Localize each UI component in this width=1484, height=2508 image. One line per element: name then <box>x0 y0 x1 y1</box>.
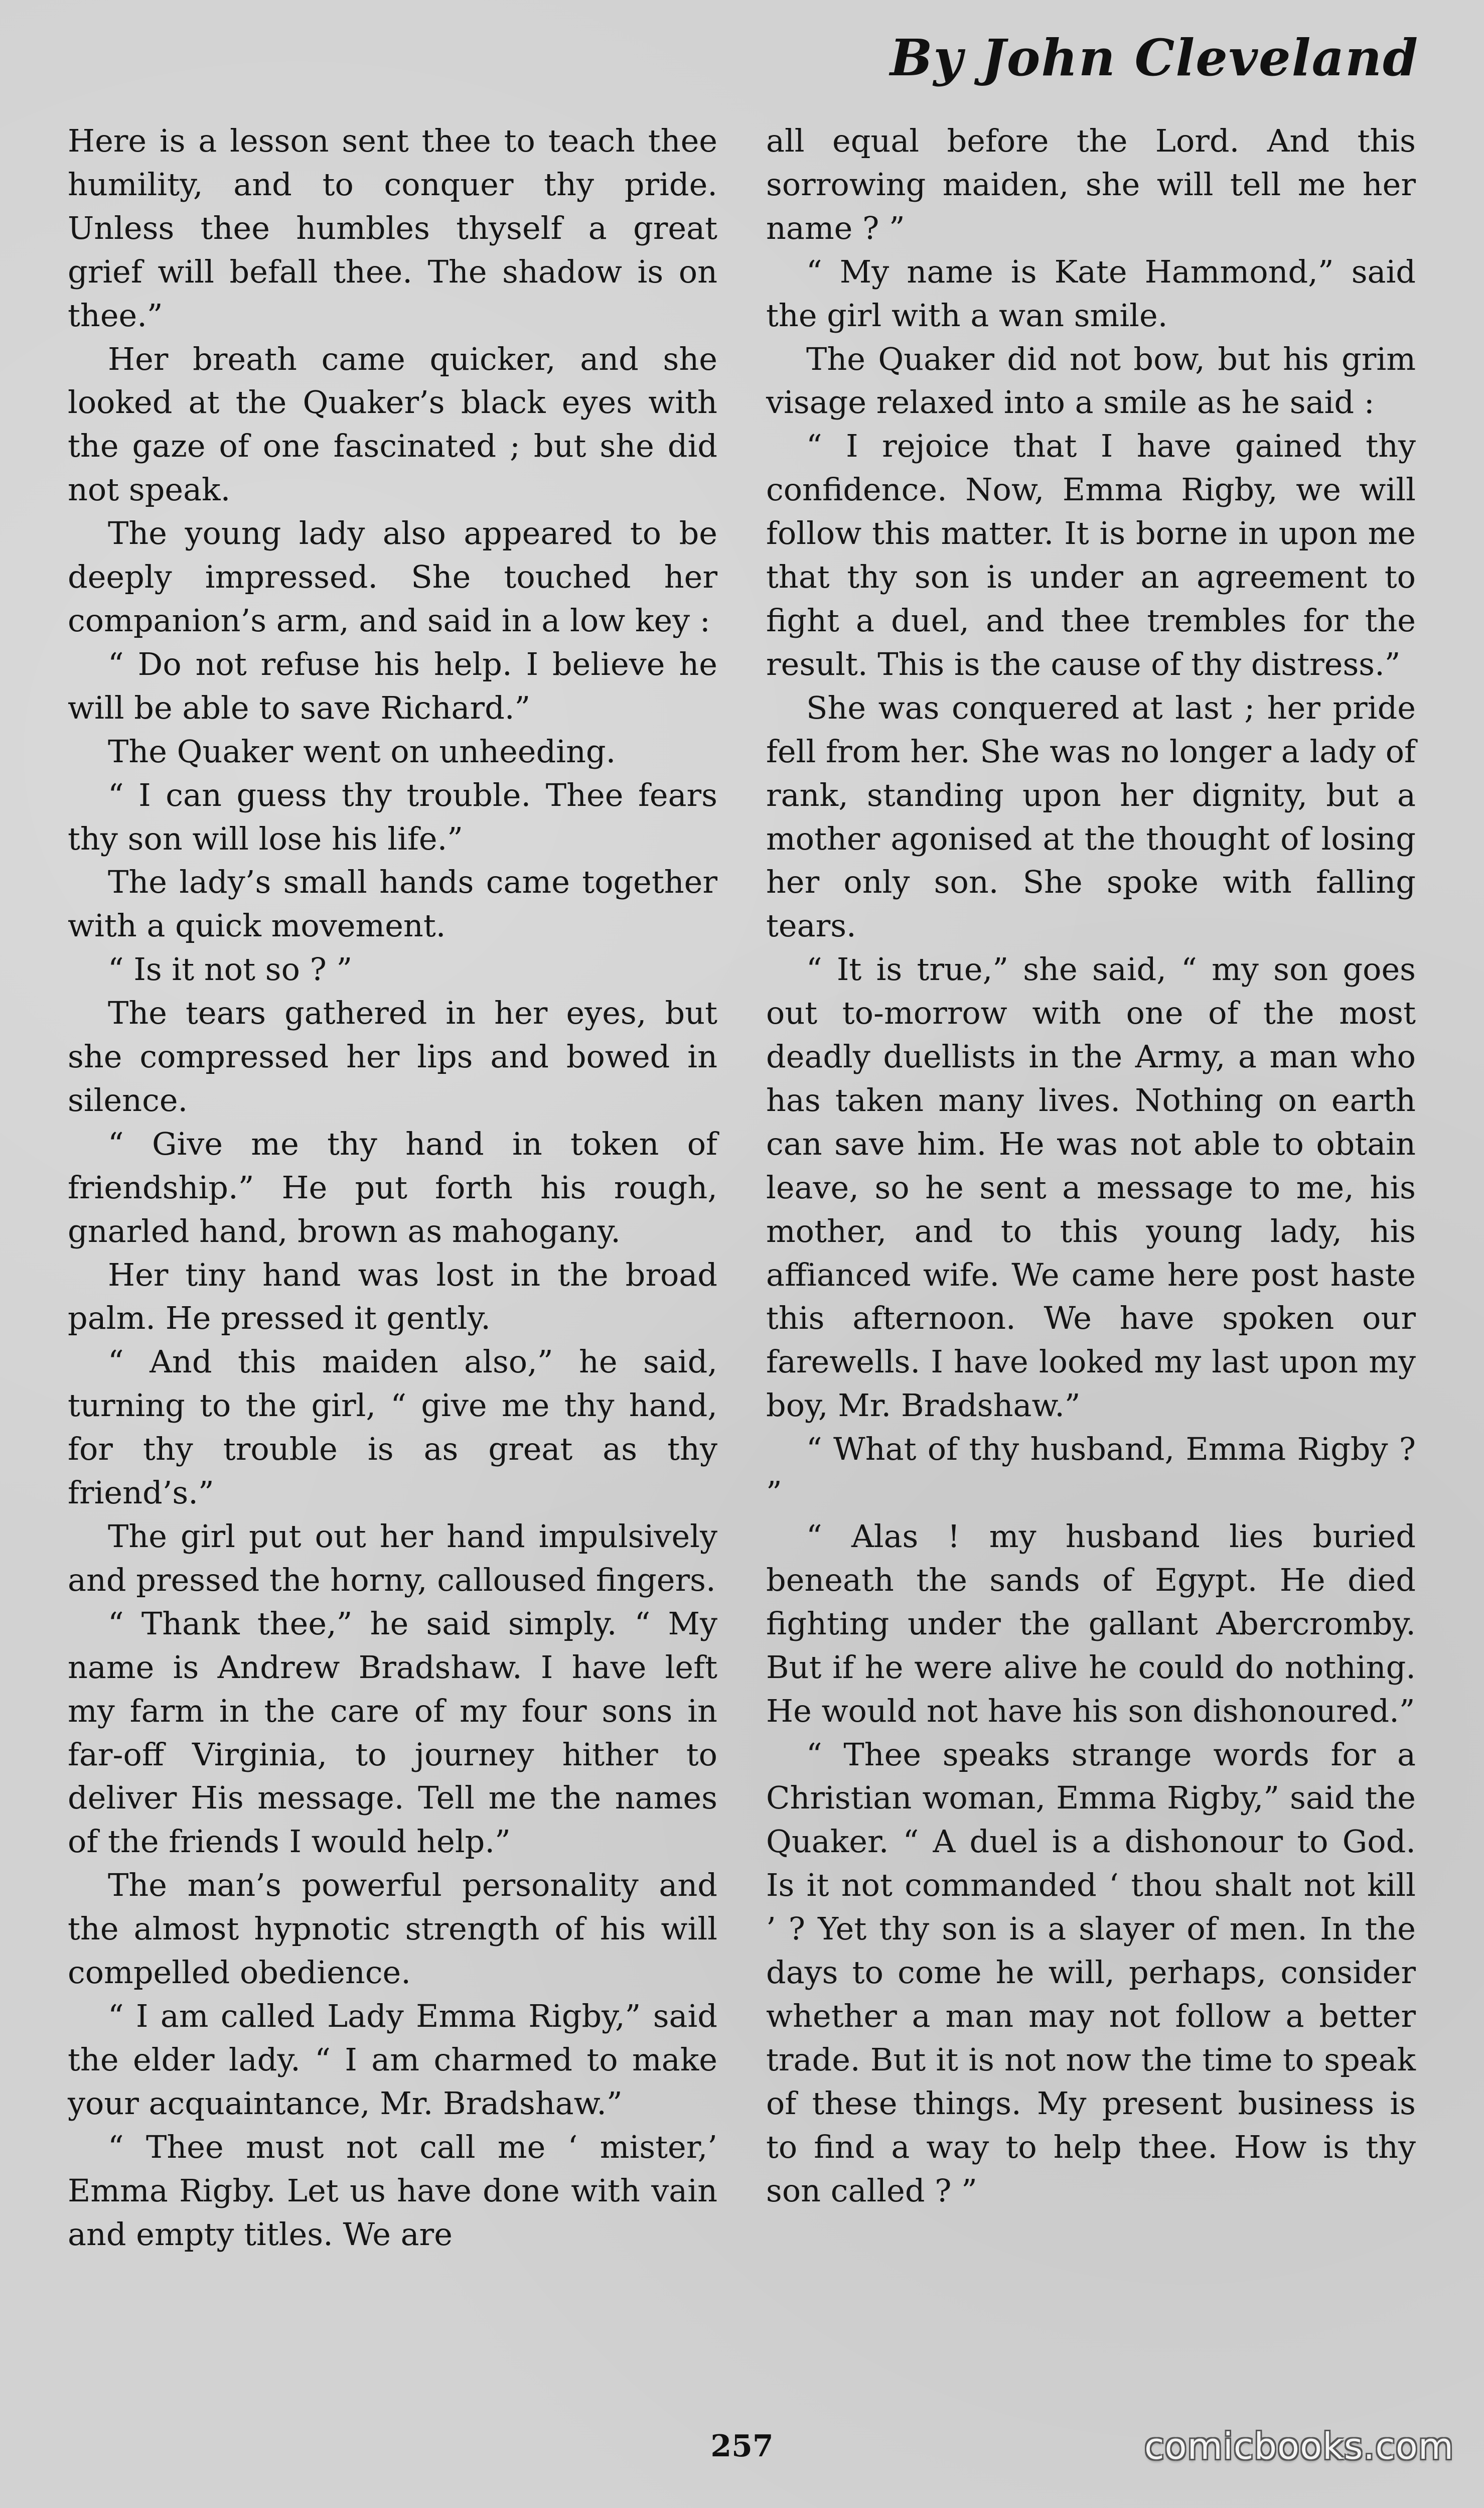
right-text-column <box>766 119 1416 2213</box>
paragraph: “ Thee must not call me ‘ mister,’ Emma Rigby. Let us have done with vain and empty titles. We are <box>68 2128 717 2253</box>
paragraph: “ My name is Kate Hammond,” said the girl with a wan smile. <box>766 253 1416 334</box>
paragraph: “ Do not refuse his help. I believe he will be able to save Richard.” <box>68 645 717 726</box>
paragraph: The Quaker went on unheeding. <box>108 733 616 770</box>
paragraph: “ I rejoice that I have gained thy confidence. Now, Emma Rigby, we will follow this matter. It is borne in upon me that thy son is under an agreement to fight a duel, and thee trembles for the result. This is the cause of thy distress.” <box>766 428 1416 682</box>
paragraph: “ Is it not so ? ” <box>108 951 353 988</box>
paragraph: all equal before the Lord. And this sorrowing maiden, she will tell me her name ? ” <box>766 122 1416 246</box>
paragraph: The young lady also appeared to be deeply impressed. She touched her companion’s arm, and said in a low key : <box>68 515 717 639</box>
paragraph: “ Thank thee,” he said simply. “ My name is Andrew Bradshaw. I have left my farm in the care of my four sons in far-off Virginia, to journey hither to deliver His message. Tell me the names of the friends I would help.” <box>68 1605 717 1860</box>
paragraph: “ I can guess thy trouble. Thee fears thy son will lose his life.” <box>68 776 717 857</box>
paragraph: “ It is true,” she said, “ my son goes out to-morrow with one of the most deadly duellists in the Army, a man who has taken many lives. Nothing on earth can save him. He was not able to obtain leave, so he sent a message to me, his mother, and to this young lady, his affianced wife. We came here post haste this afternoon. We have spoken our farewells. I have looked my last upon my boy, Mr. Bradshaw.” <box>766 951 1416 1424</box>
paragraph: Her breath came quicker, and she looked at the Quaker’s black eyes with the gaze of one fascinated ; but she did not speak. <box>68 340 717 508</box>
paragraph: “ Alas ! my husband lies buried beneath the sands of Egypt. He died fighting under the gallant Abercromby. But if he were alive he could do nothing. He would not have his son dishonoured.” <box>766 1518 1416 1729</box>
paragraph: The tears gathered in her eyes, but she compressed her lips and bowed in silence. <box>68 995 717 1119</box>
paragraph: “ Give me thy hand in token of friendship.” He put forth his rough, gnarled hand, brown as mahogany. <box>68 1125 717 1249</box>
paragraph: The Quaker did not bow, but his grim visage relaxed into a smile as he said : <box>766 340 1416 421</box>
page-number: 257 <box>710 2429 774 2464</box>
site-watermark: comicbooks.com <box>1144 2425 1454 2467</box>
left-text-column <box>68 119 717 2256</box>
paragraph: She was conquered at last ; her pride fell from her. She was no longer a lady of rank, standing upon her dignity, but a mother agonised at the thought of losing her only son. She spoke with falling tears. <box>766 689 1416 944</box>
paragraph: “ I am called Lady Emma Rigby,” said the elder lady. “ I am charmed to make your acquaintance, Mr. Bradshaw.” <box>68 1997 717 2122</box>
paragraph: “ And this maiden also,” he said, turning to the girl, “ give me thy hand, for thy trouble is as great as thy friend’s.” <box>68 1343 717 1511</box>
paragraph: The lady’s small hands came together with a quick movement. <box>68 864 717 944</box>
paragraph: Here is a lesson sent thee to teach thee humility, and to conquer thy pride. Unless thee humbles thyself a great grief will befall thee. The shadow is on thee.” <box>68 122 717 334</box>
paragraph: The man’s powerful personality and the almost hypnotic strength of his will compelled obedience. <box>68 1867 717 1991</box>
paragraph: “ Thee speaks strange words for a Christian woman, Emma Rigby,” said the Quaker. “ A duel is a dishonour to God. Is it not commanded ‘ thou shalt not kill ’ ? Yet thy son is a slayer of men. In the days to come he will, perhaps, consider whether a man may not follow a better trade. But it is not now the time to speak of these things. My present business is to find a way to help thee. How is thy son called ? ” <box>766 1736 1416 2209</box>
paragraph: “ What of thy husband, Emma Rigby ? ” <box>766 1431 1416 1511</box>
author-byline: By John Cleveland <box>889 28 1419 87</box>
paragraph: The girl put out her hand impulsively and pressed the horny, calloused fingers. <box>68 1518 717 1598</box>
paragraph: Her tiny hand was lost in the broad palm. He pressed it gently. <box>68 1256 717 1337</box>
